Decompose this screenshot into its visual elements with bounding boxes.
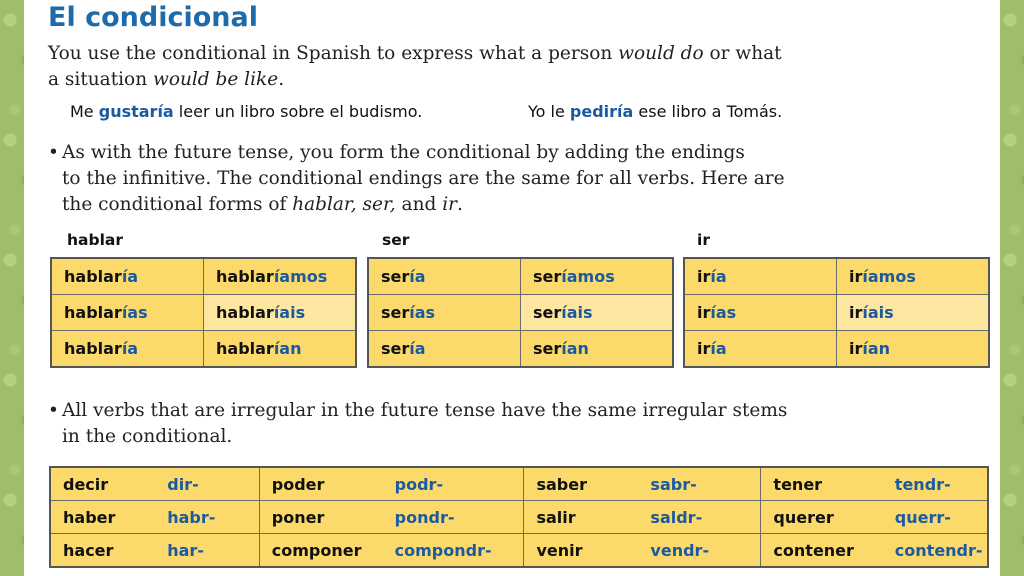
bullet-icon: • (48, 142, 59, 163)
bullet-text: All verbs that are irregular in the future tense have the same irregular stems (62, 400, 788, 421)
conjugation-cell (51, 331, 204, 368)
conjugation-cell (837, 258, 990, 295)
bullet-text: As with the future tense, you form the conditional by adding the endings (62, 142, 745, 163)
verb-stem: ser (533, 339, 562, 358)
verb-ending: íamos (273, 267, 328, 286)
verb-stem: ir (849, 339, 863, 358)
conjugation-row (368, 331, 673, 368)
example-text: Yo le (528, 102, 570, 121)
verb-ending: ías (409, 303, 436, 322)
conjugation-cell (51, 258, 204, 295)
conjugation-row (684, 331, 989, 368)
stem-cell: tendr- (883, 467, 988, 501)
example-sentence-1 (70, 102, 422, 121)
stem-cell: podr- (383, 467, 524, 501)
verb-stem: hablar (216, 339, 274, 358)
conjugation-cell (521, 258, 674, 295)
example-verb: gustaría (98, 102, 174, 121)
irregular-row (50, 534, 988, 568)
conjugation-cell (837, 295, 990, 331)
verb-stem: ir (849, 267, 863, 286)
intro-text: a situation (48, 69, 153, 90)
example-text: ese libro a Tomás. (633, 102, 783, 121)
infinitive-cell: poder (259, 467, 382, 501)
verb-stem: ser (381, 339, 410, 358)
conjugation-cell (368, 295, 521, 331)
bullet-text: to the infinitive. The conditional endings are the same for all verbs. Here are (62, 168, 785, 189)
bullet-emphasis: ir (442, 194, 457, 215)
conjugation-cell (684, 295, 837, 331)
verb-stem: ser (533, 303, 562, 322)
example-text: Me (70, 102, 99, 121)
verb-ending: íais (862, 303, 894, 322)
conjugation-row (684, 295, 989, 331)
stem-cell: contendr- (883, 534, 988, 568)
verb-ending: íamos (862, 267, 916, 286)
intro-emphasis: would be like (152, 69, 279, 90)
infinitive-cell: decir (50, 467, 155, 501)
conjugation-table-ir (683, 257, 990, 368)
verb-stem: ir (697, 267, 711, 286)
stem-cell: saldr- (638, 501, 761, 534)
stem-cell: sabr- (638, 467, 761, 501)
conjugation-cell (684, 258, 837, 295)
verb-stem: ir (849, 303, 863, 322)
bullet-paragraph-1 (48, 140, 785, 218)
infinitive-cell: salir (524, 501, 638, 534)
intro-emphasis: would do (618, 43, 704, 64)
verb-stem: ser (381, 267, 410, 286)
irregular-stems-table (49, 466, 989, 568)
verb-stem: ser (381, 303, 410, 322)
verb-ending: ía (409, 267, 426, 286)
bullet-icon: • (48, 400, 59, 421)
bullet-text: in the conditional. (62, 426, 233, 447)
conjugation-cell (368, 258, 521, 295)
intro-text: You use the conditional in Spanish to express what a person (48, 43, 619, 64)
verb-ending: ía (121, 339, 139, 358)
table-label-hablar: hablar (67, 231, 124, 249)
conjugation-row (368, 258, 673, 295)
bullet-text: the conditional forms of (62, 194, 293, 215)
conjugation-cell (837, 331, 990, 368)
conjugation-cell (204, 331, 357, 368)
infinitive-cell: poner (259, 501, 382, 534)
conjugation-cell (684, 331, 837, 368)
conjugation-cell (204, 258, 357, 295)
verb-ending: ía (409, 339, 426, 358)
intro-text: or what (703, 43, 782, 64)
verb-ending: ías (121, 303, 148, 322)
infinitive-cell: querer (761, 501, 883, 534)
example-text: leer un libro sobre el budismo. (173, 102, 423, 121)
stem-cell: querr- (883, 501, 988, 534)
page-title: El condicional (48, 2, 258, 33)
verb-stem: hablar (216, 303, 274, 322)
verb-ending: íais (561, 303, 593, 322)
table-label-ser: ser (382, 231, 410, 249)
bullet-text: and (395, 194, 443, 215)
infinitive-cell: componer (259, 534, 382, 568)
infinitive-cell: contener (761, 534, 883, 568)
irregular-row (50, 501, 988, 534)
irregular-row (50, 467, 988, 501)
stem-cell: habr- (155, 501, 259, 534)
verb-stem: ir (697, 303, 711, 322)
verb-stem: hablar (64, 303, 122, 322)
infinitive-cell: haber (50, 501, 155, 534)
conjugation-table-hablar (50, 257, 357, 368)
verb-ending: ía (710, 267, 727, 286)
verb-ending: íais (273, 303, 306, 322)
stem-cell: dir- (155, 467, 259, 501)
verb-ending: ían (561, 339, 589, 358)
verb-ending: ía (710, 339, 727, 358)
stem-cell: pondr- (383, 501, 524, 534)
conjugation-cell (51, 295, 204, 331)
intro-paragraph (48, 41, 782, 93)
verb-ending: íamos (561, 267, 615, 286)
verb-stem: ser (533, 267, 562, 286)
verb-ending: ían (862, 339, 891, 358)
conjugation-row (51, 258, 356, 295)
bullet-emphasis: hablar, ser, (292, 194, 396, 215)
stem-cell: har- (155, 534, 259, 568)
verb-ending: ías (710, 303, 737, 322)
conjugation-row (51, 331, 356, 368)
verb-stem: hablar (64, 267, 122, 286)
bullet-paragraph-2 (48, 398, 787, 450)
infinitive-cell: saber (524, 467, 638, 501)
verb-ending: ían (273, 339, 302, 358)
conjugation-cell (368, 331, 521, 368)
conjugation-cell (521, 295, 674, 331)
table-label-ir: ir (697, 231, 710, 249)
conjugation-cell (521, 331, 674, 368)
conjugation-row (51, 295, 356, 331)
bullet-text: . (456, 194, 463, 215)
conjugation-cell (204, 295, 357, 331)
infinitive-cell: venir (524, 534, 638, 568)
verb-stem: hablar (64, 339, 122, 358)
textbook-page (24, 0, 1000, 576)
conjugation-row (684, 258, 989, 295)
verb-ending: ía (121, 267, 139, 286)
example-verb: pediría (569, 102, 634, 121)
verb-stem: hablar (216, 267, 274, 286)
example-sentence-2 (528, 102, 782, 121)
verb-stem: ir (697, 339, 711, 358)
infinitive-cell: tener (761, 467, 883, 501)
stem-cell: vendr- (638, 534, 761, 568)
conjugation-row (368, 295, 673, 331)
intro-text: . (278, 69, 285, 90)
stem-cell: compondr- (383, 534, 524, 568)
conjugation-table-ser (367, 257, 674, 368)
infinitive-cell: hacer (50, 534, 155, 568)
